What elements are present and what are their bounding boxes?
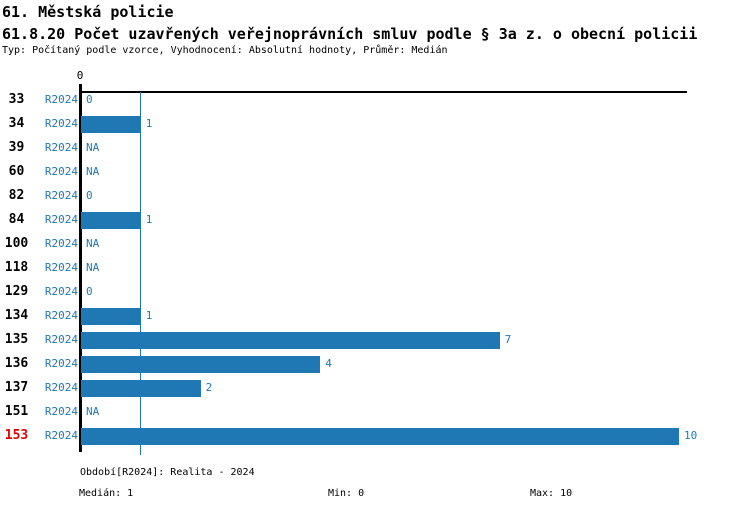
bar xyxy=(81,308,141,325)
category-label: 118 xyxy=(4,260,29,275)
category-label: 84 xyxy=(8,212,25,227)
value-label: NA xyxy=(86,261,100,274)
footer-median: Medián: 1 xyxy=(79,488,134,499)
chart-row xyxy=(0,304,750,328)
bar xyxy=(81,380,201,397)
chart-row xyxy=(0,280,750,304)
chart-title: 61.8.20 Počet uzavřených veřejnoprávních smluv podle § 3a z. o obecní policii xyxy=(2,25,698,43)
period-label: R2024 xyxy=(44,357,78,370)
value-label: 0 xyxy=(86,189,93,202)
value-label: 0 xyxy=(86,93,93,106)
period-label: R2024 xyxy=(44,165,78,178)
period-label: R2024 xyxy=(44,261,78,274)
value-label: NA xyxy=(86,141,100,154)
value-label: 1 xyxy=(145,309,153,322)
category-label: 137 xyxy=(4,380,29,395)
chart-row xyxy=(0,352,750,376)
category-label: 100 xyxy=(4,236,29,251)
page-title: 61. Městská policie xyxy=(2,3,174,21)
category-label: 33 xyxy=(8,92,25,107)
category-label: 153 xyxy=(4,428,29,443)
period-label: R2024 xyxy=(44,117,78,130)
value-label: NA xyxy=(86,165,100,178)
footer-period: Období[R2024]: Realita - 2024 xyxy=(80,467,255,478)
chart-row xyxy=(0,400,750,424)
chart-row xyxy=(0,136,750,160)
bar xyxy=(81,356,320,373)
chart-row xyxy=(0,112,750,136)
bar xyxy=(81,428,679,445)
period-label: R2024 xyxy=(44,93,78,106)
category-label: 34 xyxy=(8,116,25,131)
footer-max: Max: 10 xyxy=(530,488,573,499)
chart-row xyxy=(0,256,750,280)
category-label: 151 xyxy=(4,404,29,419)
chart-meta: Typ: Počítaný podle vzorce, Vyhodnocení: Absolutní hodnoty, Průměr: Medián xyxy=(2,45,448,56)
value-label: NA xyxy=(86,237,100,250)
x-axis-tick-label: 0 xyxy=(76,69,84,82)
period-label: R2024 xyxy=(44,285,78,298)
value-label: 4 xyxy=(325,357,332,370)
period-label: R2024 xyxy=(44,213,78,226)
chart-row xyxy=(0,424,750,448)
category-label: 136 xyxy=(4,356,29,371)
category-label: 135 xyxy=(4,332,29,347)
period-label: R2024 xyxy=(44,429,78,442)
chart-row xyxy=(0,184,750,208)
category-label: 39 xyxy=(8,140,25,155)
chart-row xyxy=(0,208,750,232)
chart-row xyxy=(0,328,750,352)
chart-row xyxy=(0,232,750,256)
period-label: R2024 xyxy=(44,309,78,322)
value-label: NA xyxy=(86,405,100,418)
period-label: R2024 xyxy=(44,141,78,154)
bar xyxy=(81,212,141,229)
category-label: 129 xyxy=(4,284,29,299)
category-label: 134 xyxy=(4,308,29,323)
category-label: 82 xyxy=(8,188,25,203)
bar xyxy=(81,116,141,133)
chart-row xyxy=(0,376,750,400)
period-label: R2024 xyxy=(44,405,78,418)
footer-min: Min: 0 xyxy=(328,488,365,499)
period-label: R2024 xyxy=(44,333,78,346)
value-label: 1 xyxy=(145,213,153,226)
bar xyxy=(81,332,500,349)
period-label: R2024 xyxy=(44,237,78,250)
value-label: 2 xyxy=(205,381,213,394)
value-label: 0 xyxy=(86,285,93,298)
value-label: 1 xyxy=(145,117,153,130)
period-label: R2024 xyxy=(44,189,78,202)
chart-row xyxy=(0,160,750,184)
value-label: 10 xyxy=(684,429,698,442)
value-label: 7 xyxy=(504,333,512,346)
chart-row xyxy=(0,88,750,112)
period-label: R2024 xyxy=(44,381,78,394)
category-label: 60 xyxy=(8,164,25,179)
